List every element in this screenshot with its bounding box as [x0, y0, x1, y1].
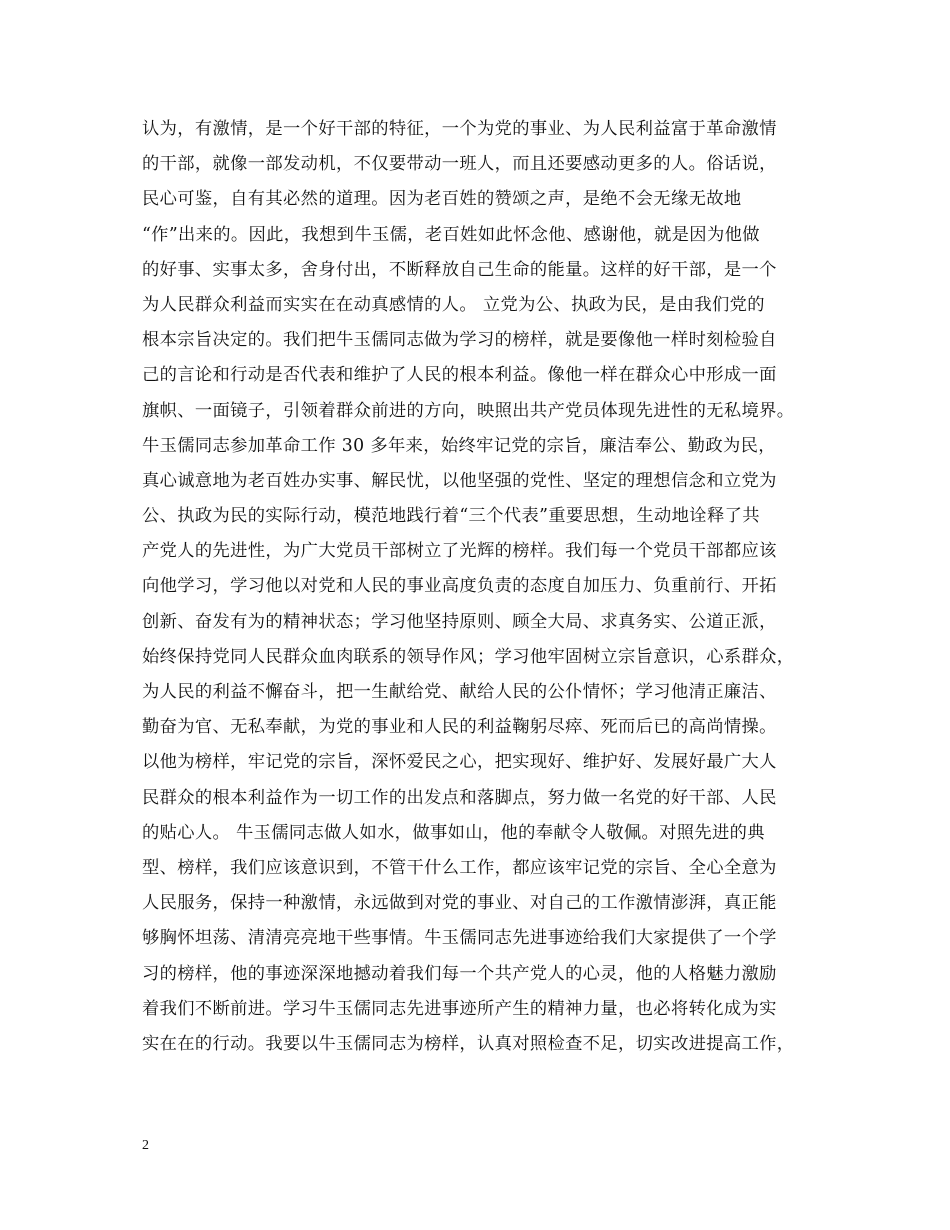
text-line: 型、榜样，我们应该意识到，不管干什么工作，都应该牢记党的宗旨、全心全意为 — [142, 857, 777, 878]
text-line: 根本宗旨决定的。我们把牛玉儒同志做为学习的榜样，就是要像他一样时刻检验自 — [142, 330, 777, 351]
text-line: 己的言论和行动是否代表和维护了人民的根本利益。像他一样在群众心中形成一面 — [142, 365, 777, 386]
text-line: “作”出来的。因此，我想到牛玉儒，老百姓如此怀念他、感谢他，就是因为他做 — [142, 224, 760, 245]
body-text — [142, 112, 842, 1062]
text-line: 的好事、实事太多，舍身付出，不断释放自己生命的能量。这样的好干部，是一个 — [142, 259, 777, 280]
text-line: 实在在的行动。我要以牛玉儒同志为榜样，认真对照检查不足，切实改进提高工作， — [142, 1033, 795, 1054]
text-line: 旗帜、一面镜子，引领着群众前进的方向，映照出共产党员体现先进性的无私境界。 — [142, 400, 795, 421]
text-line: 始终保持党同人民群众血肉联系的领导作风；学习他牢固树立宗旨意识，心系群众， — [142, 646, 795, 667]
text-line: 勤奋为官、无私奉献，为党的事业和人民的利益鞠躬尽瘁、死而后已的高尚情操。 — [142, 717, 777, 738]
text-line: 认为，有激情，是一个好干部的特征，一个为党的事业、为人民利益富于革命激情 — [142, 119, 777, 139]
text-line: 为人民的利益不懈奋斗，把一生献给党、献给人民的公仆情怀；学习他清正廉洁、 — [142, 682, 777, 702]
text-line: 习的榜样，他的事迹深深地撼动着我们每一个共产党人的心灵，他的人格魅力激励 — [142, 963, 777, 984]
text-line: 的干部，就像一部发动机，不仅要带动一班人，而且还要感动更多的人。俗话说， — [142, 154, 777, 175]
text-line: 真心诚意地为老百姓办实事、解民忧，以他坚强的党性、坚定的理想信念和立党为 — [142, 470, 777, 491]
text-line: 牛玉儒同志参加革命工作 30 多年来，始终牢记党的宗旨，廉洁奉公、勤政为民， — [142, 435, 776, 456]
text-line: 为人民群众利益而实实在在动真感情的人。 立党为公、执政为民，是由我们党的 — [142, 294, 765, 315]
text-line: 民心可鉴，自有其必然的道理。因为老百姓的赞颂之声，是绝不会无缘无故地 — [142, 189, 742, 210]
text-line: 公、执政为民的实际行动，模范地践行着“三个代表”重要思想，生动地诠释了共 — [142, 506, 760, 527]
text-line: 产党人的先进性，为广大党员干部树立了光辉的榜样。我们每一个党员干部都应该 — [142, 541, 777, 562]
text-line: 向他学习，学习他以对党和人民的事业高度负责的态度自加压力、负重前行、开拓 — [142, 576, 777, 597]
text-line: 民群众的根本利益作为一切工作的出发点和落脚点，努力做一名党的好干部、人民 — [142, 787, 777, 808]
text-line: 创新、奋发有为的精神状态；学习他坚持原则、顾全大局、求真务实、公道正派， — [142, 611, 777, 632]
text-line: 够胸怀坦荡、清清亮亮地干些事情。牛玉儒同志先进事迹给我们大家提供了一个学 — [142, 928, 777, 949]
text-line: 以他为榜样，牢记党的宗旨，深怀爱民之心，把实现好、维护好、发展好最广大人 — [142, 752, 777, 773]
page-number: 2 — [142, 1138, 149, 1153]
text-line: 的贴心人。 牛玉儒同志做人如水，做事如山，他的奉献令人敬佩。对照先进的典 — [142, 822, 765, 843]
text-line: 人民服务，保持一种激情，永远做到对党的事业、对自己的工作激情澎湃，真正能 — [142, 893, 777, 914]
text-line: 着我们不断前进。学习牛玉儒同志先进事迹所产生的精神力量，也必将转化成为实 — [142, 998, 777, 1019]
